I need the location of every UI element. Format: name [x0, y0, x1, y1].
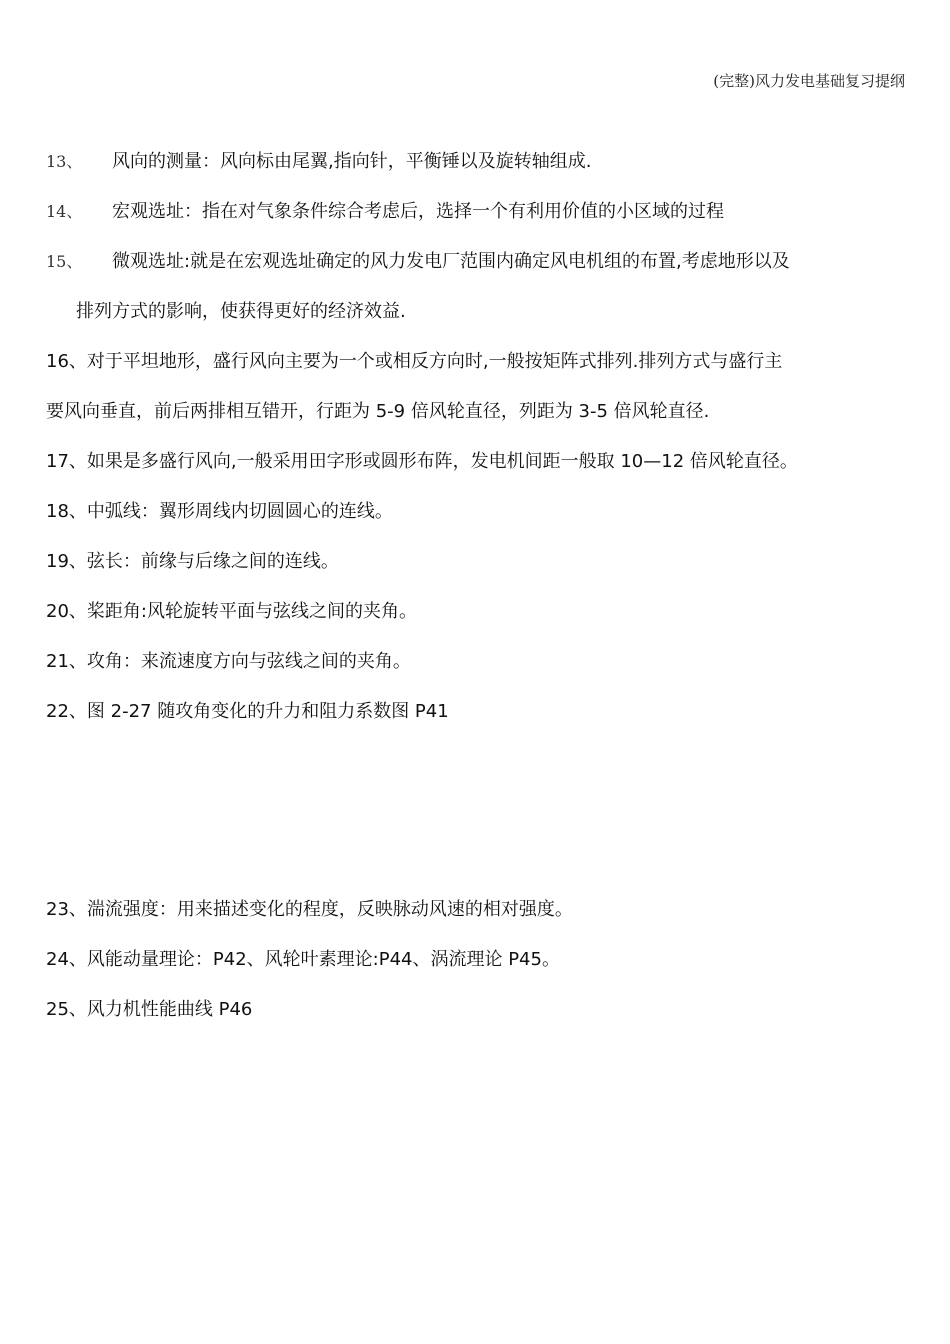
item-text: 微观选址:就是在宏观选址确定的风力发电厂范围内确定风电机组的布置,考虑地形以及 [112, 251, 790, 272]
list-item-20 [46, 600, 417, 624]
list-item-15 [46, 250, 790, 274]
item-text: 20、桨距角:风轮旋转平面与弦线之间的夹角。 [46, 601, 417, 622]
list-item-16 [46, 350, 782, 374]
item-text: 23、湍流强度：用来描述变化的程度，反映脉动风速的相对强度。 [46, 899, 573, 920]
list-item-25 [46, 998, 252, 1022]
item-text: 风向的测量：风向标由尾翼,指向针，平衡锤以及旋转轴组成. [112, 151, 592, 172]
item-text: 排列方式的影响，使获得更好的经济效益. [76, 301, 406, 322]
item-text: 25、风力机性能曲线 P46 [46, 999, 253, 1020]
list-item-18 [46, 500, 393, 524]
list-item-21 [46, 650, 411, 674]
item-number: 14、 [46, 202, 83, 221]
item-text: 21、攻角：来流速度方向与弦线之间的夹角。 [46, 651, 411, 672]
item-text: 16、对于平坦地形，盛行风向主要为一个或相反方向时,一般按矩阵式排列.排列方式与盛行主 [46, 351, 783, 372]
list-item-24 [46, 948, 560, 972]
list-item-17 [46, 450, 798, 474]
item-text: 17、如果是多盛行风向,一般采用田字形或圆形布阵，发电机间距一般取 10—12 倍风轮直径。 [46, 451, 798, 472]
document-header-title: (完整)风力发电基础复习提纲 [713, 72, 905, 90]
item-text: 24、风能动量理论：P42、风轮叶素理论:P44、涡流理论 P45。 [46, 949, 560, 970]
item-text: 18、中弧线：翼形周线内切圆圆心的连线。 [46, 501, 393, 522]
list-item-22 [46, 700, 449, 724]
list-item-23 [46, 898, 573, 922]
list-item-13 [46, 150, 591, 174]
item-text: 22、图 2-27 随攻角变化的升力和阻力系数图 P41 [46, 701, 449, 722]
item-number: 13、 [46, 152, 83, 171]
item-text: 要风向垂直，前后两排相互错开，行距为 5-9 倍风轮直径，列距为 3-5 倍风轮直径. [46, 401, 710, 422]
item-number: 15、 [46, 252, 83, 271]
item-text: 19、弦长：前缘与后缘之间的连线。 [46, 551, 339, 572]
list-item-14 [46, 200, 724, 224]
list-item-15-continued [76, 300, 406, 324]
list-item-19 [46, 550, 339, 574]
list-item-16-continued [46, 400, 709, 424]
item-text: 宏观选址：指在对气象条件综合考虑后，选择一个有利用价值的小区域的过程 [112, 201, 724, 222]
